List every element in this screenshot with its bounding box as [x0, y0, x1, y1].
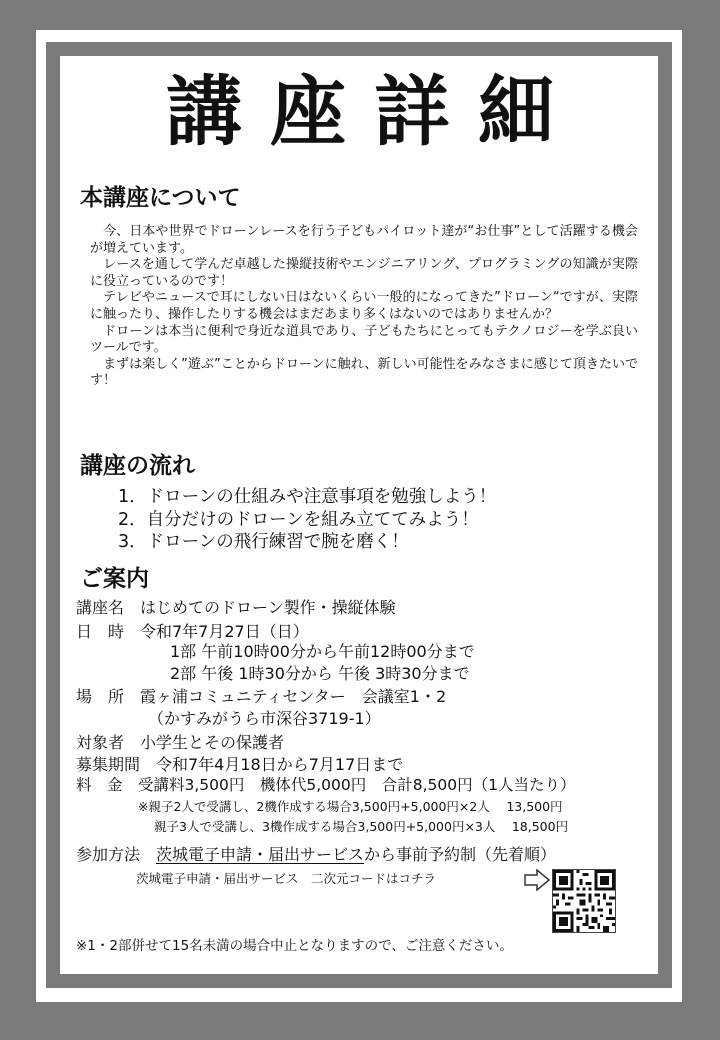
venue: 場 所 霞ヶ浦コミュニティセンター 会議室1・2 — [76, 687, 447, 706]
about-paragraph: レースを通して学んだ卓越した操縦技術やエンジニアリング、プログラミングの知識が実際に役立っているのです！ — [90, 257, 638, 289]
about-paragraph: 今、日本や世界でドローンレースを行う子どもパイロット達が“お仕事”として活躍する機会が増えています。 — [90, 224, 638, 256]
application-method-detail: から事前予約制（先着順） — [364, 845, 557, 864]
about-body — [90, 224, 638, 390]
about-paragraph: テレビやニュースで耳にしない日はないくらい一般的になってきた”ドローン“ですが、実際に触ったり、操作したりする機会はまだあまり多くはないのではありませんか？ — [90, 290, 638, 322]
page-title: 講座詳細 — [166, 67, 582, 156]
about-paragraph: まずは楽しく”遊ぶ”ことからドローンに触れ、新しい可能性をみなさまに感じて頂きたいです！ — [90, 356, 638, 389]
cancellation-note: ※1・2部併せて15名未満の場合中止となりますので、ご注意ください。 — [76, 938, 513, 954]
qr-code-label: 茨城電子申請・届出サービス 二次元コードはコチラ — [136, 871, 437, 886]
application-method — [76, 847, 556, 863]
fee: 料 金 受講料3,500円 機体代5,000円 合計8,500円（1人当たり） — [76, 776, 576, 794]
right-arrow-icon — [524, 869, 550, 891]
course-datetime: 日 時 令和7年7月27日（日） — [76, 622, 309, 641]
target-audience: 対象者 小学生とその保護者 — [76, 733, 285, 752]
flow-item: 2．自分だけのドローンを組み立ててみよう！ — [118, 509, 479, 530]
about-heading: 本講座について — [80, 185, 241, 211]
session-1: 1部 午前10時00分から午前12時00分まで — [170, 642, 475, 661]
about-paragraph: ドローンは本当に便利で身近な道具であり、子どもたちにとってもテクノロジーを学ぶ良いツールです。 — [90, 323, 638, 356]
flow-list — [118, 486, 496, 554]
application-method-label: 参加方法 — [76, 845, 157, 864]
flow-heading: 講座の流れ — [80, 453, 195, 479]
ibaraki-e-application-link[interactable]: 茨城電子申請・届出サービス — [156, 845, 365, 864]
session-2: 2部 午後 1時30分から 午後 3時30分まで — [170, 664, 470, 683]
guide-heading: ご案内 — [80, 566, 149, 592]
fee-note-2-people: ※親子2人で受講し、2機作成する場合3,500円+5,000円×2人 13,500円 — [138, 799, 563, 814]
fee-note-3-people: 親子3人で受講し、3機作成する場合3,500円+5,000円×3人 18,500円 — [154, 819, 569, 834]
application-period: 募集期間 令和7年4月18日から7月17日まで — [76, 755, 404, 774]
venue-address: （かすみがうら市深谷3719-1） — [148, 709, 381, 728]
qr-code-icon[interactable] — [552, 869, 616, 933]
course-name: 講座名 はじめてのドローン製作・操縦体験 — [76, 598, 396, 617]
flow-item: 3．ドローンの飛行練習で腕を磨く！ — [118, 532, 409, 552]
flow-item: 1．ドローンの仕組みや注意事項を勉強しよう！ — [118, 487, 497, 507]
